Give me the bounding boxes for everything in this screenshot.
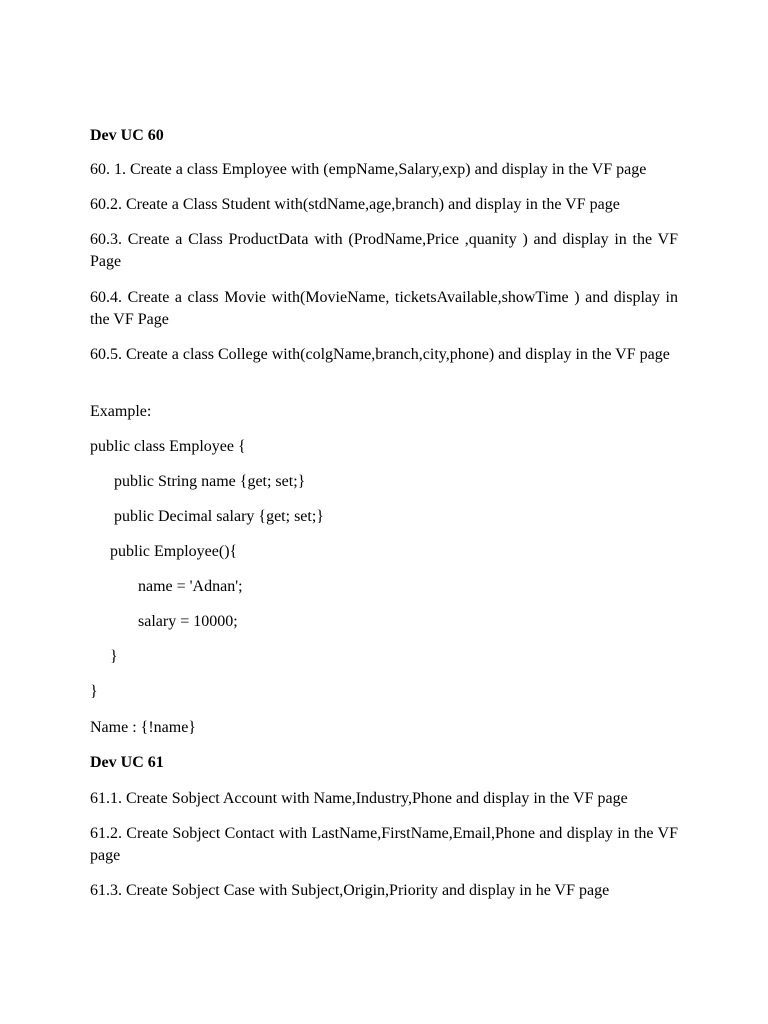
task-61-1: 61.1. Create Sobject Account with Name,Industry,Phone and display in the VF page bbox=[90, 790, 628, 807]
code-line: public class Employee { bbox=[90, 438, 246, 455]
example-label: Example: bbox=[90, 403, 152, 420]
section-heading-61: Dev UC 61 bbox=[90, 754, 164, 771]
code-line: public String name {get; set;} bbox=[90, 473, 306, 490]
task-60-3: 60.3. Create a Class ProductData with (ProdName,Price ,quanity ) and display in the VF Page bbox=[90, 231, 678, 270]
task-61-2: 61.2. Create Sobject Contact with LastName,FirstName,Email,Phone and display in the VF page bbox=[90, 825, 678, 864]
code-line: salary = 10000; bbox=[90, 613, 238, 630]
code-line: } bbox=[90, 683, 98, 700]
task-60-5: 60.5. Create a class College with(colgName,branch,city,phone) and display in the VF page bbox=[90, 346, 670, 363]
code-line: name = 'Adnan'; bbox=[90, 578, 243, 595]
task-60-4: 60.4. Create a class Movie with(MovieName, ticketsAvailable,showTime ) and display in the VF Page bbox=[90, 289, 678, 328]
task-60-2: 60.2. Create a Class Student with(stdName,age,branch) and display in the VF page bbox=[90, 196, 620, 213]
code-line: public Employee(){ bbox=[90, 543, 238, 560]
task-61-3: 61.3. Create Sobject Case with Subject,Origin,Priority and display in he VF page bbox=[90, 882, 610, 899]
code-line: public Decimal salary {get; set;} bbox=[90, 508, 324, 525]
code-line: } bbox=[90, 648, 118, 665]
output-line: Name : {!name} bbox=[90, 719, 196, 736]
section-heading-60: Dev UC 60 bbox=[90, 127, 164, 144]
task-60-1: 60. 1. Create a class Employee with (empName,Salary,exp) and display in the VF page bbox=[90, 161, 647, 178]
